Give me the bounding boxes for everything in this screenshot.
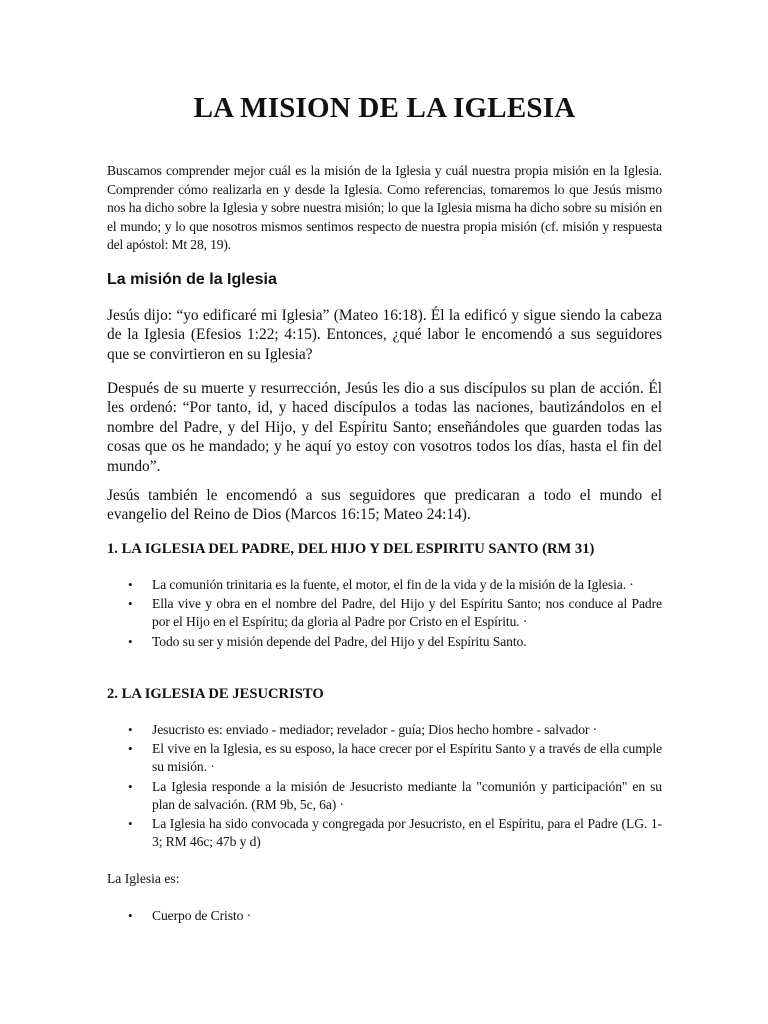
list-item bbox=[107, 576, 662, 594]
bullet-icon: • bbox=[128, 778, 133, 794]
list-item-text: El vive en la Iglesia, es su esposo, la hace crecer por el Espíritu Santo y a través de ella cumple su misión. · bbox=[152, 741, 662, 775]
section-2-heading: 2. LA IGLESIA DE JESUCRISTO bbox=[107, 686, 324, 702]
list-item bbox=[107, 778, 662, 814]
paragraph-1: Jesús dijo: “yo edificaré mi Iglesia” (Mateo 16:18). Él la edificó y sigue siendo la cabeza de la Iglesia (Efesios 1:22; 4:15). Entonces, ¿qué labor le encomendó a sus seguidores que se convirtieron en su Iglesia? bbox=[107, 307, 662, 363]
bullet-icon: • bbox=[128, 908, 133, 923]
iglesia-es-list bbox=[107, 907, 662, 926]
list-item bbox=[107, 815, 662, 851]
list-item bbox=[107, 740, 662, 776]
paragraph-3: Jesús también le encomendó a sus seguidores que predicaran a todo el mundo el evangelio del Reino de Dios (Marcos 16:15; Mateo 24:14). bbox=[107, 487, 662, 524]
iglesia-es-label: La Iglesia es: bbox=[107, 871, 180, 886]
section-heading-mision: La misión de la Iglesia bbox=[107, 271, 277, 288]
section-1-list bbox=[107, 576, 662, 652]
list-item bbox=[107, 595, 662, 631]
bullet-icon: • bbox=[128, 722, 133, 737]
list-item-text: La Iglesia responde a la misión de Jesucristo mediante la "comunión y participación" en su plan de salvación. (RM 9b, 5c, 6a) · bbox=[152, 778, 662, 812]
bullet-icon: • bbox=[128, 577, 133, 592]
list-item-text: La Iglesia ha sido convocada y congregada por Jesucristo, en el Espíritu, para el Padre (LG. 1- 3; RM 46c; 47b y d) bbox=[152, 816, 662, 850]
section-2-list bbox=[107, 721, 662, 852]
list-item-text: Cuerpo de Cristo · bbox=[152, 908, 252, 923]
bullet-icon: • bbox=[128, 816, 133, 832]
list-item bbox=[107, 721, 662, 739]
list-item bbox=[107, 633, 662, 651]
list-item-text: Ella vive y obra en el nombre del Padre, del Hijo y del Espíritu Santo; nos conduce al Padre por el Hijo en el Espíritu; da gloria al Padre por Cristo en el Espíritu. · bbox=[152, 596, 662, 630]
list-item bbox=[107, 907, 662, 925]
paragraph-2: Después de su muerte y resurrección, Jesús les dio a sus discípulos su plan de acción. Él les ordenó: “Por tanto, id, y haced discípulos a todas las naciones, bautizándolos en el nombre del Padre, y del Hijo, y del Espíritu Santo; enseñándoles que guarden todas las cosas que os he mandado; y he aquí yo estoy con vosotros todos los días, hasta el fin del mundo”. bbox=[107, 380, 662, 475]
list-item-text: La comunión trinitaria es la fuente, el motor, el fin de la vida y de la misión de la Iglesia. · bbox=[152, 577, 634, 592]
bullet-icon: • bbox=[128, 633, 133, 649]
intro-paragraph: Buscamos comprender mejor cuál es la misión de la Iglesia y cuál nuestra propia misión en la Iglesia. Comprender cómo realizarla en y desde la Iglesia. Como referencias, tomaremos lo que Jesús mismo nos ha dicho sobre la Iglesia y sobre nuestra misión; lo que la Iglesia misma ha dicho sobre su misión en el mundo; y lo que nosotros mismos sentimos respecto de nuestra propia misión (cf. misión y respuesta del apóstol: Mt 28, 19). bbox=[107, 163, 662, 253]
bullet-icon: • bbox=[128, 741, 133, 757]
section-1-heading: 1. LA IGLESIA DEL PADRE, DEL HIJO Y DEL ESPIRITU SANTO (RM 31) bbox=[107, 541, 595, 557]
bullet-icon: • bbox=[128, 596, 133, 612]
document-title: LA MISION DE LA IGLESIA bbox=[193, 92, 576, 124]
list-item-text: Jesucristo es: enviado - mediador; revelador - guía; Dios hecho hombre - salvador · bbox=[152, 722, 598, 737]
list-item-text: Todo su ser y misión depende del Padre, del Hijo y del Espíritu Santo. bbox=[152, 633, 527, 649]
